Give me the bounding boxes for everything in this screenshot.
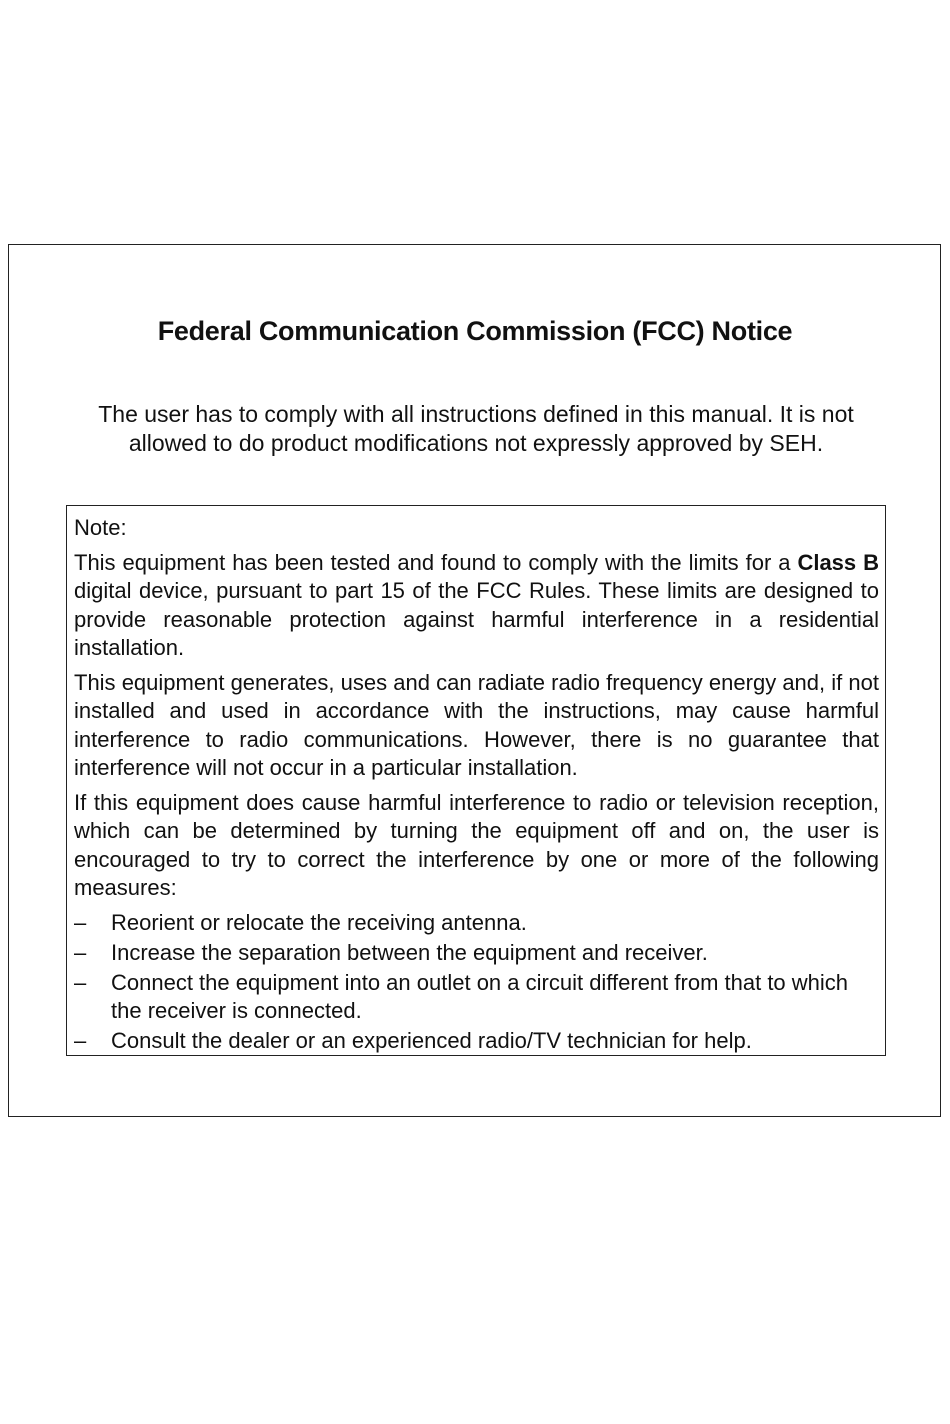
dash-bullet: –	[74, 1028, 87, 1053]
page-title: Federal Communication Commission (FCC) Notice	[157, 316, 793, 346]
list-item	[74, 939, 879, 968]
measure-text: Increase the separation between the equipment and receiver.	[111, 939, 708, 965]
note-paragraph-measures-intro: If this equipment does cause harmful interference to radio or television reception, which can be determined by turning the equipment off and on, the user is encouraged to try to correct the interference by one or more of the following measures:	[74, 789, 879, 900]
measure-text: Consult the dealer or an experienced radio/TV technician for help.	[111, 1028, 752, 1053]
dash-bullet: –	[74, 939, 87, 965]
class-b-emphasis: Class B	[797, 549, 879, 575]
note-paragraph-interference: This equipment generates, uses and can radiate radio frequency energy and, if not installed and used in accordance with the instructions, may cause harmful interference to radio communications. However, there is no guarantee that interference will not occur in a particular installation.	[74, 669, 879, 780]
measure-text: Reorient or relocate the receiving antenna.	[111, 909, 527, 935]
dash-bullet: –	[74, 969, 87, 995]
note-paragraph-class-b	[74, 549, 879, 663]
list-item	[74, 1027, 879, 1056]
dash-bullet: –	[74, 909, 87, 935]
measures-list	[74, 909, 879, 1056]
list-item	[74, 969, 879, 1026]
intro-paragraph: The user has to comply with all instructions defined in this manual. It is not allowed to do product modifications not expressly approved by SEH.	[98, 401, 854, 456]
note-box	[66, 505, 886, 1056]
paragraph-text: This equipment has been tested and found to comply with the limits for a	[74, 549, 791, 575]
measure-text: Connect the equipment into an outlet on a circuit different from that to which the receiver is connected.	[111, 969, 849, 1023]
note-label: Note:	[74, 515, 127, 540]
paragraph-text: digital device, pursuant to part 15 of the FCC Rules. These limits are designed to provide reasonable protection against harmful interference in a residential installation.	[74, 578, 879, 660]
list-item	[74, 909, 879, 938]
